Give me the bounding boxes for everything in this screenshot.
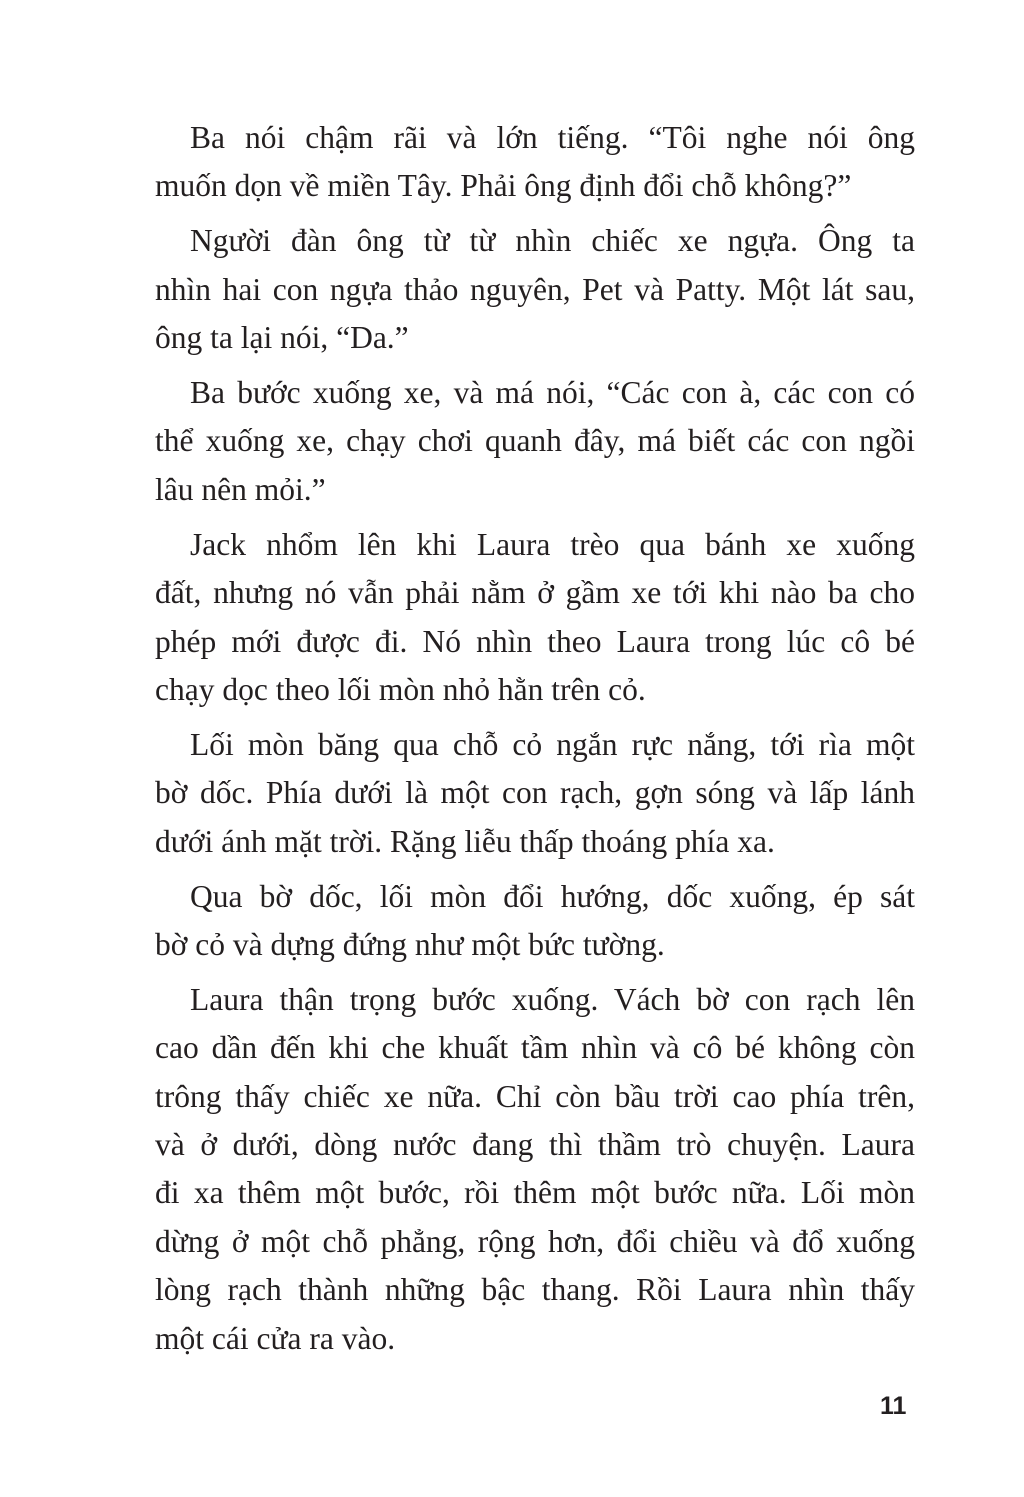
text-line: đi xa thêm một bước, rồi thêm một bước nữa. Lối mòn [155, 1175, 915, 1211]
text-line: Jack nhổm lên khi Laura trèo qua bánh xe xuống [190, 526, 915, 562]
text-line: đất, nhưng nó vẫn phải nằm ở gầm xe tới khi nào ba cho [155, 575, 915, 611]
text-line: một cái cửa ra vào. [155, 1320, 396, 1356]
text-line: và ở dưới, dòng nước đang thì thầm trò chuyện. Laura [155, 1127, 915, 1162]
text-line: Qua bờ dốc, lối mòn đổi hướng, dốc xuống, ép sát [190, 878, 915, 914]
text-line: nhìn hai con ngựa thảo nguyên, Pet và Patty. Một lát sau, [155, 271, 915, 307]
text-line: Laura thận trọng bước xuống. Vách bờ con rạch lên [190, 981, 915, 1017]
text-line: cao dần đến khi che khuất tầm nhìn và cô bé không còn [155, 1030, 915, 1066]
text-line: Người đàn ông từ từ nhìn chiếc xe ngựa. Ông ta [190, 223, 915, 259]
text-line: ông ta lại nói, “Da.” [155, 320, 409, 356]
text-line: bờ cỏ và dựng đứng như một bức tường. [155, 926, 665, 962]
text-line: dưới ánh mặt trời. Rặng liễu thấp thoáng phía xa. [155, 823, 775, 859]
text-line: thể xuống xe, chạy chơi quanh đây, má biết các con ngồi [155, 423, 915, 459]
text-line: bờ dốc. Phía dưới là một con rạch, gợn sóng và lấp lánh [155, 775, 915, 811]
text-line: lâu nên mỏi.” [155, 471, 326, 507]
page-number: 11 [880, 1392, 907, 1420]
text-line: Lối mòn băng qua chỗ cỏ ngắn rực nắng, tới rìa một [190, 726, 915, 762]
text-line: Ba bước xuống xe, và má nói, “Các con à, các con có [190, 375, 915, 410]
text-line: Ba nói chậm rãi và lớn tiếng. “Tôi nghe nói ông [190, 120, 915, 155]
text-line: muốn dọn về miền Tây. Phải ông định đổi chỗ không?” [155, 168, 852, 204]
text-line: phép mới được đi. Nó nhìn theo Laura trong lúc cô bé [155, 623, 915, 659]
text-line: lòng rạch thành những bậc thang. Rồi Laura nhìn thấy [155, 1272, 915, 1308]
text-line: chạy dọc theo lối mòn nhỏ hằn trên cỏ. [155, 671, 646, 707]
text-line: dừng ở một chỗ phẳng, rộng hơn, đổi chiều và đổ xuống [155, 1223, 915, 1259]
text-line: trông thấy chiếc xe nữa. Chỉ còn bầu trời cao phía trên, [155, 1078, 915, 1114]
